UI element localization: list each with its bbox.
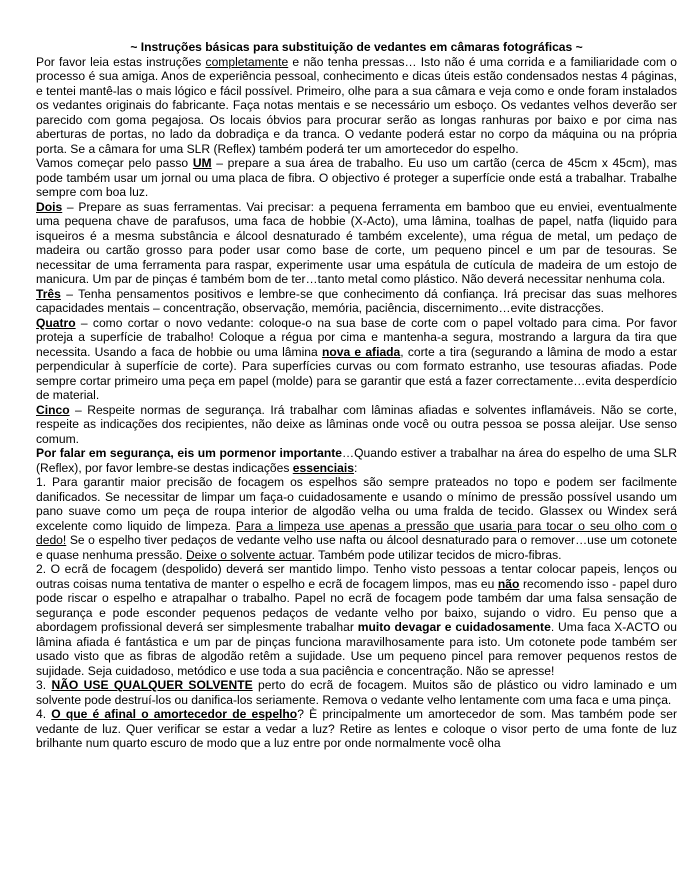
item-2-text-mid: recomendo isso - papel duro pode riscar o espelho e atrapalhar o trabalho. Papel no ecrã de focagem pode também dar uma falsa sensação de segurança e pode esconder pequenos pedaços de vedante velho por baixo, sujando o vidro. Eu penso que a abordagem profissional deverá ser simplesmente trabalhar: [36, 576, 677, 634]
item-2-text-end: . Uma faca X-ACTO ou lâmina afiada é fantástica e um par de pinças funciona maravilhosamente para isto. Um cotonete pode também ser usado visto que as fibras de algodão retêm a sujidade. Use um pequeno pincel para remover pequenos restos de sujidade. Seja cuidadoso, metódico e use toda a sua paciência e concentração. Não se apresse!: [36, 620, 677, 678]
item-3-number: 3.: [36, 678, 52, 692]
list-item-1: [36, 475, 677, 562]
step-five-paragraph: [36, 403, 677, 447]
step-four-text-rest: , corte a tira (segurando a lâmina de modo a estar perpendicular à superfície de corte). Para superfícies curvas ou com formato estranho, use tesouras afiadas. Pode sempre cortar primeiro uma peça em papel (molde) para se garantir que está a fazer correctamente…evita desperdício de material.: [36, 344, 677, 402]
safety-heading: Por falar em segurança, eis um pormenor importante: [36, 446, 342, 460]
step-five-keyword: Cinco: [36, 402, 70, 417]
step-two-text: – Prepare as suas ferramentas. Vai precisar: a pequena ferramenta em bamboo que eu enviei, eventualmente uma pequena chave de parafusos, uma faca de hobbie (X-Acto), uma lâmina, toalhas de papel, natfa (liquido para isqueiros é a mesma substância e álcool desnaturado é também excelente), uma régua de metal, um pedaço de madeira ou cartão grosso para poder usar como base de corte, um pequeno pincel e um par de tesouras. Se necessitar de uma ferramenta para raspar, experimente usar uma espátula de cutícula de madeira de um estojo de manicura. Um par de pinças é também bom de ter…tanto metal como plástico. Não deverá necessitar nenhuma cola.: [36, 199, 677, 286]
list-item-4: [36, 707, 677, 751]
emphasis-let-solvent-act: Deixe o solvente actuar: [185, 547, 312, 562]
item-4-text: ? È principalmente um amortecedor de som. Mas também pode ser vedante de luz. Quer verificar se estar a vedar a luz? Retire as lentes e coloque o visor perto de uma fonte de luz brilhante num quarto escuro de modo que a luz entre por onde normalmente você olha: [36, 707, 677, 750]
item-3-text: perto do ecrã de focagem. Muitos são de plástico ou vidro laminado e um solvente pode destruí-los ou danifica-los seriamente. Remova o vedante velho lentamente com uma faca e uma pinça.: [36, 678, 677, 707]
item-1-text-end: . Também pode utilizar tecidos de micro-fibras.: [311, 547, 562, 562]
step-one-paragraph: [36, 156, 677, 200]
document-page: [36, 40, 677, 751]
step-three-text: – Tenha pensamentos positivos e lembre-se que conhecimento dá confiança. Irá precisar das suas melhores capacidades mentais – concentração, observação, memória, paciência, discernimento…evite distracções.: [36, 286, 677, 315]
emphasis-pressure-warning: Para a limpeza use apenas a pressão que usaria para tocar o seu olho com o dedo!: [36, 518, 677, 547]
emphasis-muito-devagar: muito devagar e cuidadosamente: [357, 620, 551, 634]
document-title: ~ Instruções básicas para substituição de vedantes em câmaras fotográficas ~: [130, 40, 583, 54]
intro-paragraph: [36, 55, 677, 157]
step-five-text: – Respeite normas de segurança. Irá trabalhar com lâminas afiadas e solventes inflamáveis. Não se corte, respeite as indicações dos recipientes, não deixe as lâminas onde você ou outra pessoa se possa aleijar. Use senso comum.: [36, 402, 677, 446]
emphasis-nao: não: [497, 576, 520, 591]
emphasis-nova-e-afiada: nova e afiada: [321, 344, 401, 359]
step-one-keyword: UM: [192, 156, 212, 170]
intro-text: Por favor leia estas instruções: [36, 54, 206, 69]
step-two-keyword: Dois: [36, 199, 63, 214]
step-two-paragraph: [36, 200, 677, 287]
step-four-keyword: Quatro: [36, 315, 76, 330]
step-one-text: Vamos começar pelo passo: [36, 156, 193, 170]
item-2-text: 2. O ecrã de focagem (despolido) deverá ser mantido limpo. Tenho visto pessoas a tentar colocar papeis, lenços ou outras coisas numa tentativa de manter o espelho e ecrã de focagem limpos, mas eu: [36, 562, 677, 591]
step-three-paragraph: [36, 287, 677, 316]
emphasis-mirror-damper-question: O que é afinal o amortecedor de espelho: [51, 707, 298, 721]
list-item-3: [36, 678, 677, 707]
item-4-number: 4.: [36, 707, 52, 721]
step-one-text-rest: – prepare a sua área de trabalho. Eu uso um cartão (cerca de 45cm x 45cm), mas pode também usar um jornal ou uma placa de fibra. O objectivo é proteger a superfície onde está a trabalhar. Trabalhe sempre com boa luz.: [36, 156, 677, 199]
safety-text: …Quando estiver a trabalhar na área do espelho de uma SLR (Reflex), por favor lembre-se destas indicações: [36, 446, 677, 475]
item-1-text-mid: Se o espelho tiver pedaços de vedante velho use nafta ou álcool desnaturado para o remover…use um cotonete e quase nenhuma pressão.: [36, 533, 677, 562]
item-1-text: 1. Para garantir maior precisão de focagem os espelhos são sempre prateados no topo e podem ser facilmente danificados. Se necessitar de limpar um faça-o cuidadosamente e usando o mínimo de pressão possível usando um pano suave como um peça de roupa interior de algodão velha ou uma fralda de tecido. Glassex ou Windex será excelente como liquido de limpeza.: [36, 475, 677, 533]
step-four-paragraph: [36, 316, 677, 403]
step-four-text: – como cortar o novo vedante: coloque-o na sua base de corte com o papel voltado para cima. Por favor proteja a superfície de trabalho! Coloque a régua por cima e mantenha-a segura, mostrando a largura da tira que necessita. Usando a faca de hobbie ou uma lâmina: [36, 315, 677, 359]
emphasis-completamente: completamente: [205, 54, 289, 69]
intro-text-rest: e não tenha pressas… Isto não é uma corrida e a familiaridade com o processo é sua amiga. Anos de experiência pessoal, conhecimento e dicas úteis estão condensados nestas 4 páginas, e tentei mantê-las o mais lógico e fácil possível. Primeiro, olhe para a sua câmara e veja como e onde foram instalados os vedantes originais do fabricante. Faça notas mentais e se necessário um esboço. Os vedantes velhos deverão ser parecido com goma pegajosa. Os locais óbvios para procurar serão as longas ranhuras por baixo e por cima nas aberturas de portas, no lado da dobradiça e da tranca. O vedante poderá estar no corpo da máquina ou na própria porta. Se a câmara for uma SLR (Reflex) também poderá ter um amortecedor do espelho.: [36, 54, 677, 156]
safety-paragraph: [36, 446, 677, 475]
safety-text-end: :: [353, 460, 358, 475]
emphasis-essenciais: essenciais: [292, 460, 354, 475]
step-three-keyword: Três: [36, 286, 61, 301]
list-item-2: [36, 562, 677, 678]
emphasis-no-solvent: NÃO USE QUALQUER SOLVENTE: [51, 678, 253, 692]
